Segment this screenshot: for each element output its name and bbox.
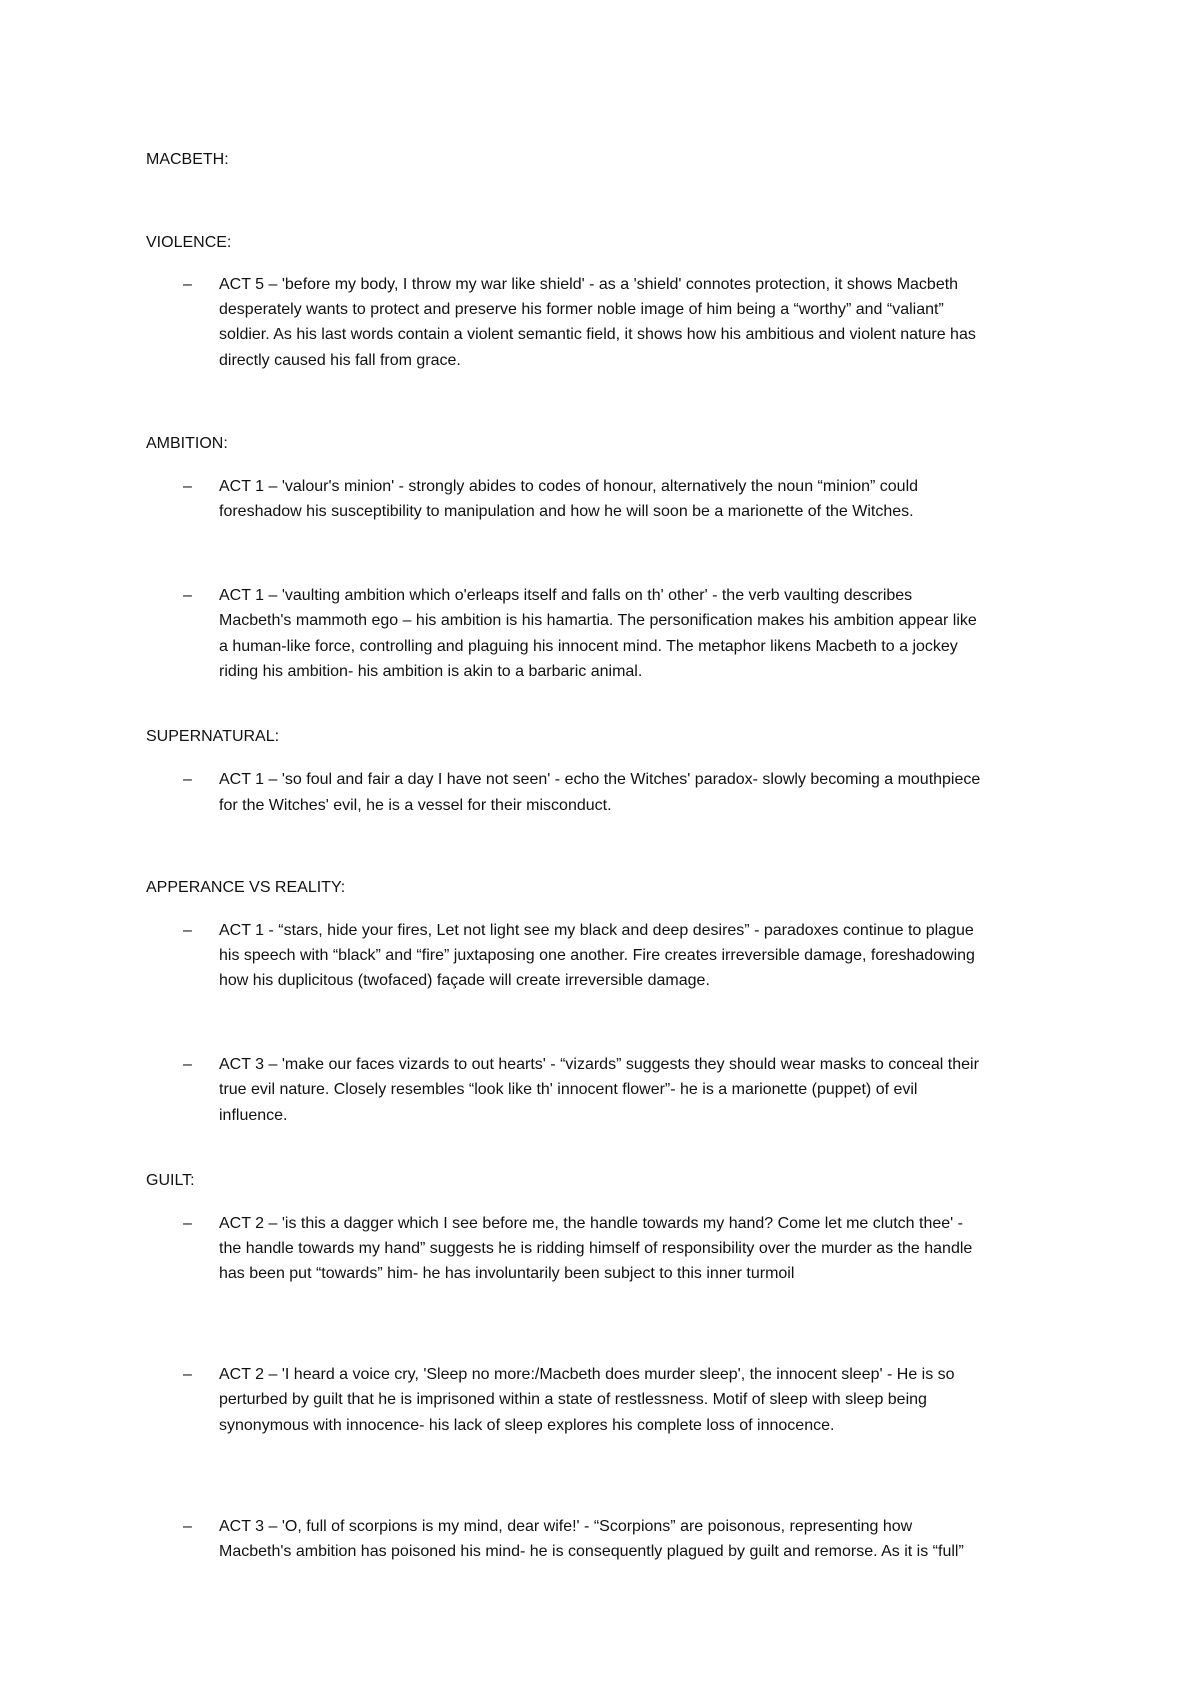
text-line: ACT 1 – 'vaulting ambition which o'erleaps itself and falls on th' other' - the verb vaulting describes <box>219 587 913 604</box>
text-line: influence. <box>219 1107 288 1124</box>
text-line: his speech with “black” and “fire” juxtaposing one another. Fire creates irreversible damage, foreshadowing <box>219 947 975 964</box>
bullet-marker: – <box>183 1518 192 1535</box>
text-line: ACT 1 – 'so foul and fair a day I have not seen' - echo the Witches' paradox- slowly becoming a mouthpiece <box>219 771 981 788</box>
bullet-marker: – <box>183 276 192 293</box>
bullet-marker: – <box>183 922 192 939</box>
section-heading-appearance-vs-reality: APPERANCE VS REALITY: <box>146 879 346 896</box>
bullet-marker: – <box>183 1056 192 1073</box>
text-line: ACT 3 – 'make our faces vizards to out hearts' - “vizards” suggests they should wear masks to conceal their <box>219 1056 979 1073</box>
text-line: for the Witches' evil, he is a vessel for their misconduct. <box>219 797 612 814</box>
text-line: ACT 2 – 'I heard a voice cry, 'Sleep no more:/Macbeth does murder sleep', the innocent sleep' - He is so <box>219 1366 955 1383</box>
section-heading-violence: VIOLENCE: <box>146 234 232 251</box>
document-title: MACBETH: <box>146 151 229 168</box>
text-line: perturbed by guilt that he is imprisoned within a state of restlessness. Motif of sleep with sleep being <box>219 1391 927 1408</box>
text-line: ACT 1 - “stars, hide your fires, Let not light see my black and deep desires” - paradoxes continue to plague <box>219 922 974 939</box>
text-line: ACT 2 – 'is this a dagger which I see before me, the handle towards my hand? Come let me clutch thee' - <box>219 1215 963 1232</box>
text-line: has been put “towards” him- he has involuntarily been subject to this inner turmoil <box>219 1265 795 1282</box>
section-heading-supernatural: SUPERNATURAL: <box>146 728 280 745</box>
text-line: a human-like force, controlling and plaguing his innocent mind. The metaphor likens Macbeth to a jockey <box>219 638 958 655</box>
text-line: directly caused his fall from grace. <box>219 352 461 369</box>
bullet-marker: – <box>183 478 192 495</box>
text-line: the handle towards my hand” suggests he is ridding himself of responsibility over the murder as the handle <box>219 1240 973 1257</box>
text-line: ACT 5 – 'before my body, I throw my war like shield' - as a 'shield' connotes protection, it shows Macbeth <box>219 276 959 293</box>
section-heading-guilt: GUILT: <box>146 1172 195 1189</box>
bullet-marker: – <box>183 1215 192 1232</box>
bullet-marker: – <box>183 587 192 604</box>
text-line: synonymous with innocence- his lack of sleep explores his complete loss of innocence. <box>219 1417 835 1434</box>
text-line: riding his ambition- his ambition is akin to a barbaric animal. <box>219 663 643 680</box>
text-line: desperately wants to protect and preserve his former noble image of him being a “worthy” and “valiant” <box>219 301 944 318</box>
bullet-marker: – <box>183 771 192 788</box>
text-line: Macbeth's ambition has poisoned his mind- he is consequently plagued by guilt and remorse. As it is “full” <box>219 1543 964 1560</box>
text-line: Macbeth's mammoth ego – his ambition is his hamartia. The personification makes his ambition appear like <box>219 612 977 629</box>
text-line: foreshadow his susceptibility to manipulation and how he will soon be a marionette of the Witches. <box>219 503 914 520</box>
text-line: ACT 3 – 'O, full of scorpions is my mind, dear wife!' - “Scorpions” are poisonous, representing how <box>219 1518 913 1535</box>
section-heading-ambition: AMBITION: <box>146 435 228 452</box>
text-line: true evil nature. Closely resembles “look like th' innocent flower”- he is a marionette (puppet) of evil <box>219 1081 918 1098</box>
text-line: ACT 1 – 'valour's minion' - strongly abides to codes of honour, alternatively the noun “minion” could <box>219 478 919 495</box>
text-line: soldier. As his last words contain a violent semantic field, it shows how his ambitious and violent nature has <box>219 326 976 343</box>
text-line: how his duplicitous (twofaced) façade will create irreversible damage. <box>219 972 710 989</box>
bullet-marker: – <box>183 1366 192 1383</box>
